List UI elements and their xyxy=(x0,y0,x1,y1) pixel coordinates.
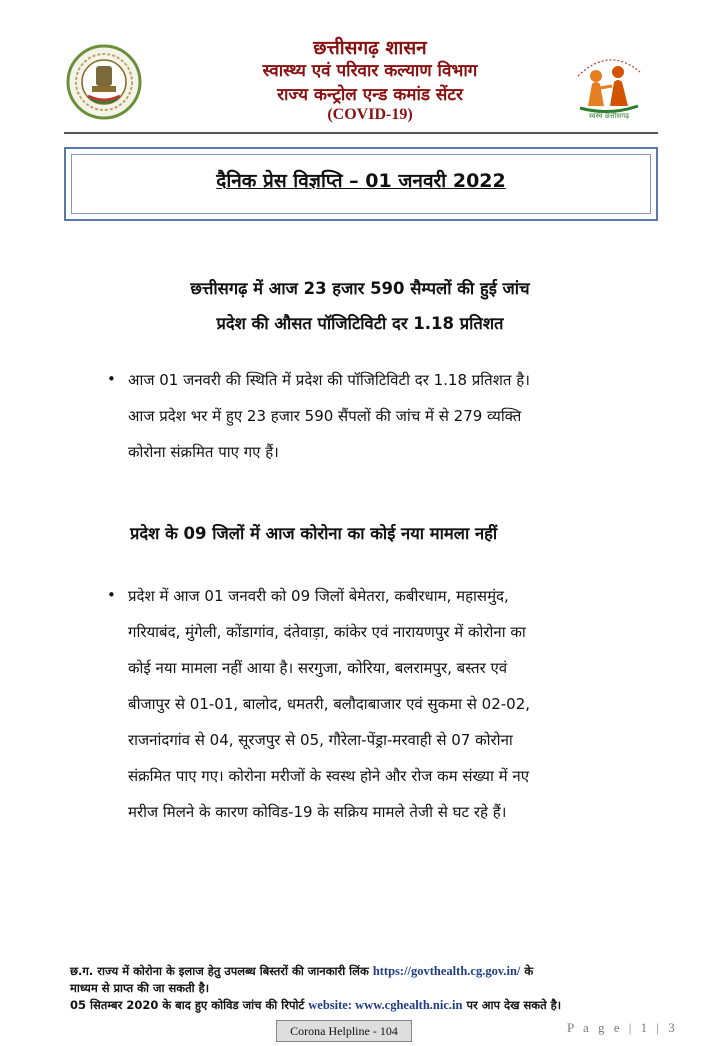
headline-2: प्रदेश की औसत पॉजिटिविटी दर 1.18 प्रतिशत xyxy=(216,314,504,333)
swasth-chhattisgarh-logo xyxy=(568,42,650,124)
footer-line-1 xyxy=(70,964,670,979)
subheading: प्रदेश के 09 जिलों में आज कोरोना का कोई नया मामला नहीं xyxy=(130,524,498,543)
header-govt: छत्तीसगढ़ शासन xyxy=(313,37,427,59)
bullet-1: • xyxy=(107,370,116,388)
paragraph-1-line-2: आज प्रदेश भर में हुए 23 हजार 590 सैंपलों की जांच में से 279 व्यक्ति xyxy=(128,407,522,425)
logo-caption: स्वस्थ छत्तीसगढ़ xyxy=(588,112,630,120)
paragraph-1 xyxy=(128,362,648,470)
helpline-badge: Corona Helpline - 104 xyxy=(276,1020,412,1042)
header-department: स्वास्थ्य एवं परिवार कल्याण विभाग xyxy=(262,61,478,81)
paragraph-2-line-2: गरियाबंद, मुंगेली, कोंडागांव, दंतेवाड़ा, कांकेर एवं नारायणपुर में कोरोना का xyxy=(128,623,526,641)
press-release-title: दैनिक प्रेस विज्ञप्ति – 01 जनवरी 2022 xyxy=(216,170,506,192)
state-emblem-logo xyxy=(66,44,142,120)
paragraph-2 xyxy=(128,578,648,830)
page-number: P a g e | 1 | 3 xyxy=(567,1020,678,1035)
headline-1: छत्तीसगढ़ में आज 23 हजार 590 सैम्पलों की हुई जांच xyxy=(190,279,530,298)
footer-beds-tail: के xyxy=(524,964,534,978)
header-centre: राज्य कन्ट्रोल एन्ड कमांड सेंटर xyxy=(277,85,463,105)
header-divider xyxy=(64,132,658,134)
paragraph-2-line-3: कोई नया मामला नहीं आया है। सरगुजा, कोरिया, बलरामपुर, बस्तर एवं xyxy=(128,659,508,677)
bullet-2: • xyxy=(107,586,116,604)
paragraph-2-line-1: प्रदेश में आज 01 जनवरी को 09 जिलों बेमेतरा, कबीरधाम, महासमुंद, xyxy=(128,587,509,605)
paragraph-2-line-6: संक्रमित पाए गए। कोरोना मरीजों के स्वस्थ होने और रोज कम संख्या में नए xyxy=(128,767,530,785)
govthealth-link[interactable]: https://govthealth.cg.gov.in/ xyxy=(372,964,521,978)
footer-report-tail: पर आप देख सकते है। xyxy=(466,998,562,1012)
header-covid: (COVID-19) xyxy=(327,106,413,123)
footer-line-3 xyxy=(70,998,670,1013)
cghealth-website-link[interactable]: website: www.cghealth.nic.in xyxy=(308,998,463,1012)
paragraph-2-line-4: बीजापुर से 01-01, बालोद, धमतरी, बलौदाबाजार एवं सुकमा से 02-02, xyxy=(128,695,531,713)
paragraph-1-line-1: आज 01 जनवरी की स्थिति में प्रदेश की पॉजिटिविटी दर 1.18 प्रतिशत है। xyxy=(128,371,530,389)
footer-line-2: माध्यम से प्राप्त की जा सकती है। xyxy=(70,981,210,995)
footer-report-text: 05 सितम्बर 2020 के बाद हुए कोविड जांच की रिपोर्ट xyxy=(70,998,305,1012)
paragraph-2-line-7: मरीज मिलने के कारण कोविड-19 के सक्रिय मामले तेजी से घट रहे हैं। xyxy=(128,803,507,821)
paragraph-1-line-3: कोरोना संक्रमित पाए गए हैं। xyxy=(128,443,279,461)
footer-beds-text: छ.ग. राज्य में कोरोना के इलाज हेतु उपलब्ध बिस्तरों की जानकारी लिंक xyxy=(70,964,369,978)
paragraph-2-line-5: राजनांदगांव से 04, सूरजपुर से 05, गौरेला-पेंड्रा-मरवाही से 07 कोरोना xyxy=(128,731,513,749)
title-box xyxy=(64,147,658,221)
